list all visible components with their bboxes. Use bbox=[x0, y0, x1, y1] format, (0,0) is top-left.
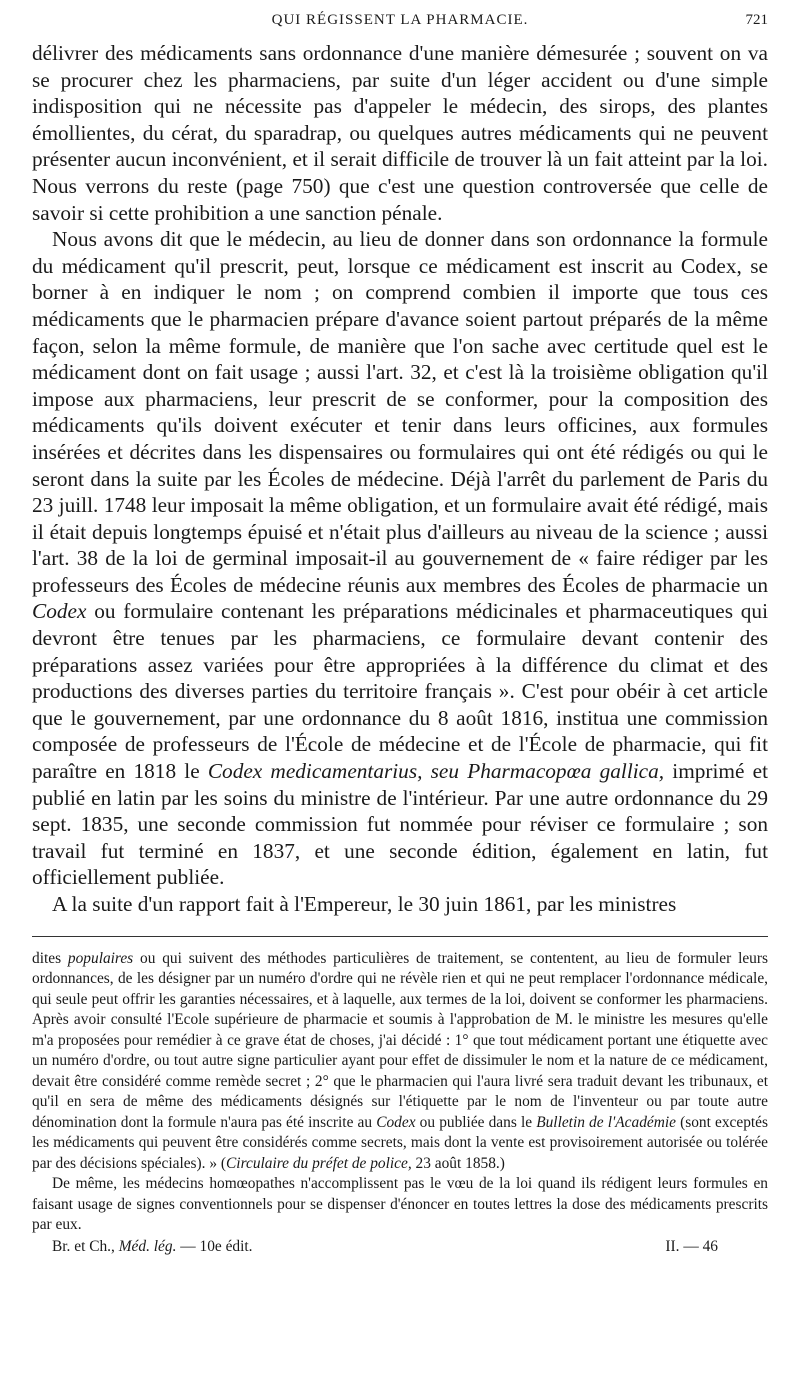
paragraph-rapport: A la suite d'un rapport fait à l'Empereur, le 30 juin 1861, par les ministres bbox=[52, 892, 677, 916]
codex-term: Codex bbox=[32, 599, 87, 624]
footnote-circulaire: dites populaires ou qui suivent des méthodes particulières de traitement, se contentent, au lieu de formuler leurs ordonnances, de les désigner par un numéro d'ordre qui ne révèle rien et qui ne peut remplacer l'ordonnance médicale, qui seule peut offrir les garanties nécessaires, et à laquelle, aux termes de la loi, doivent se conformer les pharmaciens. Après avoir consulté l'Ecole supérieure de pharmacie et soumis à l'approbation de M. le ministre les mesures qu'elle m'a proposées pour remédier à ce grave état de choses, j'ai décidé : 1° que tout médicament portant une étiquette avec un numéro d'ordre, ou tout autre signe particulier ayant pour effet de dissimuler le nom et la nature de ce médicament, devait être considéré comme remède secret ; 2° que le pharmacien qui l'aura livré sera traduit devant les tribunaux, et qu'il en sera de même des médicaments désignés sur l'étiquette par le nom de l'inventeur ou par toute autre dénomination dont la formule n'aura pas été inscrite au Codex ou publiée dans le Bulletin de l'Académie (sont exceptés les médicaments qui peuvent être considérés comme secrets, mais dont la vente est provisoirement autorisée ou tolérée par des décisions spéciales). » (Circulaire du préfet de police, 23 août 1858.) bbox=[32, 949, 768, 1172]
codex-full-title: Codex medicamentarius, seu Pharmacopœa gallica, bbox=[207, 759, 665, 784]
sheet-signature: II. — 46 bbox=[665, 1237, 718, 1255]
paragraph-text: ou formulaire contenant les préparations médicinales et pharmaceutiques qui devront être tenues par les pharmaciens, ce formulaire devant contenir des préparations assez variées pour être appropriées à la différence du climat et des productions des diverses parties du territoire français ». C'est pour obéir à cet article que le gouvernement, par une ordonnance du 8 août 1816, institua une commission composée de professeurs de l'École de médecine et de l'École de pharmacie, qui fit paraître en 1818 le bbox=[32, 599, 768, 784]
running-head bbox=[32, 12, 768, 36]
footer-citation: Br. et Ch., Méd. lég. — 10e édit. bbox=[52, 1237, 253, 1255]
footer-signature bbox=[32, 1238, 768, 1260]
main-text bbox=[32, 40, 768, 918]
footnote-homeopathes: De même, les médecins homœopathes n'accomplissent pas le vœu de la loi quand ils rédigent leurs formules en faisant usage de signes conventionnels pour se dispenser d'énoncer en toutes lettres la dose des médicaments prescrits par eux. bbox=[32, 1175, 768, 1234]
paragraph-continuation: délivrer des médicaments sans ordonnance d'une manière démesurée ; souvent on va se procurer chez les pharmaciens, par suite d'un léger accident ou d'une simple indisposition qui ne nécessite pas d'appeler le médecin, des sirops, des plantes émollientes, du cérat, du sparadrap, ou quelques autres médicaments qui ne peuvent présenter aucun inconvénient, et il serait difficile de trouver là un fait atteint par la loi. Nous verrons du reste (page 750) que c'est une question controversée que celle de savoir si cette prohibition a une sanction pénale. bbox=[32, 41, 768, 225]
paragraph-text: imprimé et publié en latin par les soins du ministre de l'intérieur. Par une autre ordonnance du 29 sept. 1835, une seconde commission fut nommée pour réviser ce formulaire ; son travail fut terminé en 1837, et une seconde édition, également en latin, fut officiellement publiée. bbox=[32, 759, 768, 890]
footnotes bbox=[32, 949, 768, 1236]
footnote-rule bbox=[32, 936, 768, 937]
paragraph-codex bbox=[32, 226, 768, 891]
running-title: QUI RÉGISSENT LA PHARMACIE. bbox=[271, 12, 529, 28]
page-number: 721 bbox=[745, 12, 768, 28]
paragraph-text: Nous avons dit que le médecin, au lieu de donner dans son ordonnance la formule du médicament qu'il prescrit, peut, lorsque ce médicament est inscrit au Codex, se borner à en indiquer le nom ; on comprend combien il importe que tous ces médicaments que le pharmacien prépare d'avance soient partout préparés de la même façon, selon la même formule, de manière que l'on sache avec certitude quel est le médicament dont on fait usage ; aussi l'art. 32, et c'est là la troisième obligation qu'il impose aux pharmaciens, leur prescrit de se conformer, pour la composition des médicaments qu'ils doivent exécuter et tenir dans leurs officines, aux formules insérées et décrites dans les dispensaires ou formulaires qui ont été rédigés ou qui le seront dans la suite par les Écoles de médecine. Déjà l'arrêt du parlement de Paris du 23 juill. 1748 leur imposait la même obligation, et un formulaire avait été rédigé, mais il était depuis longtemps épuisé et n'était plus d'ailleurs au niveau de la science ; aussi l'art. 38 de la loi de germinal imposait-il au gouvernement de « faire rédiger par les professeurs des Écoles de médecine réunis aux membres des Écoles de pharmacie un bbox=[32, 227, 768, 597]
